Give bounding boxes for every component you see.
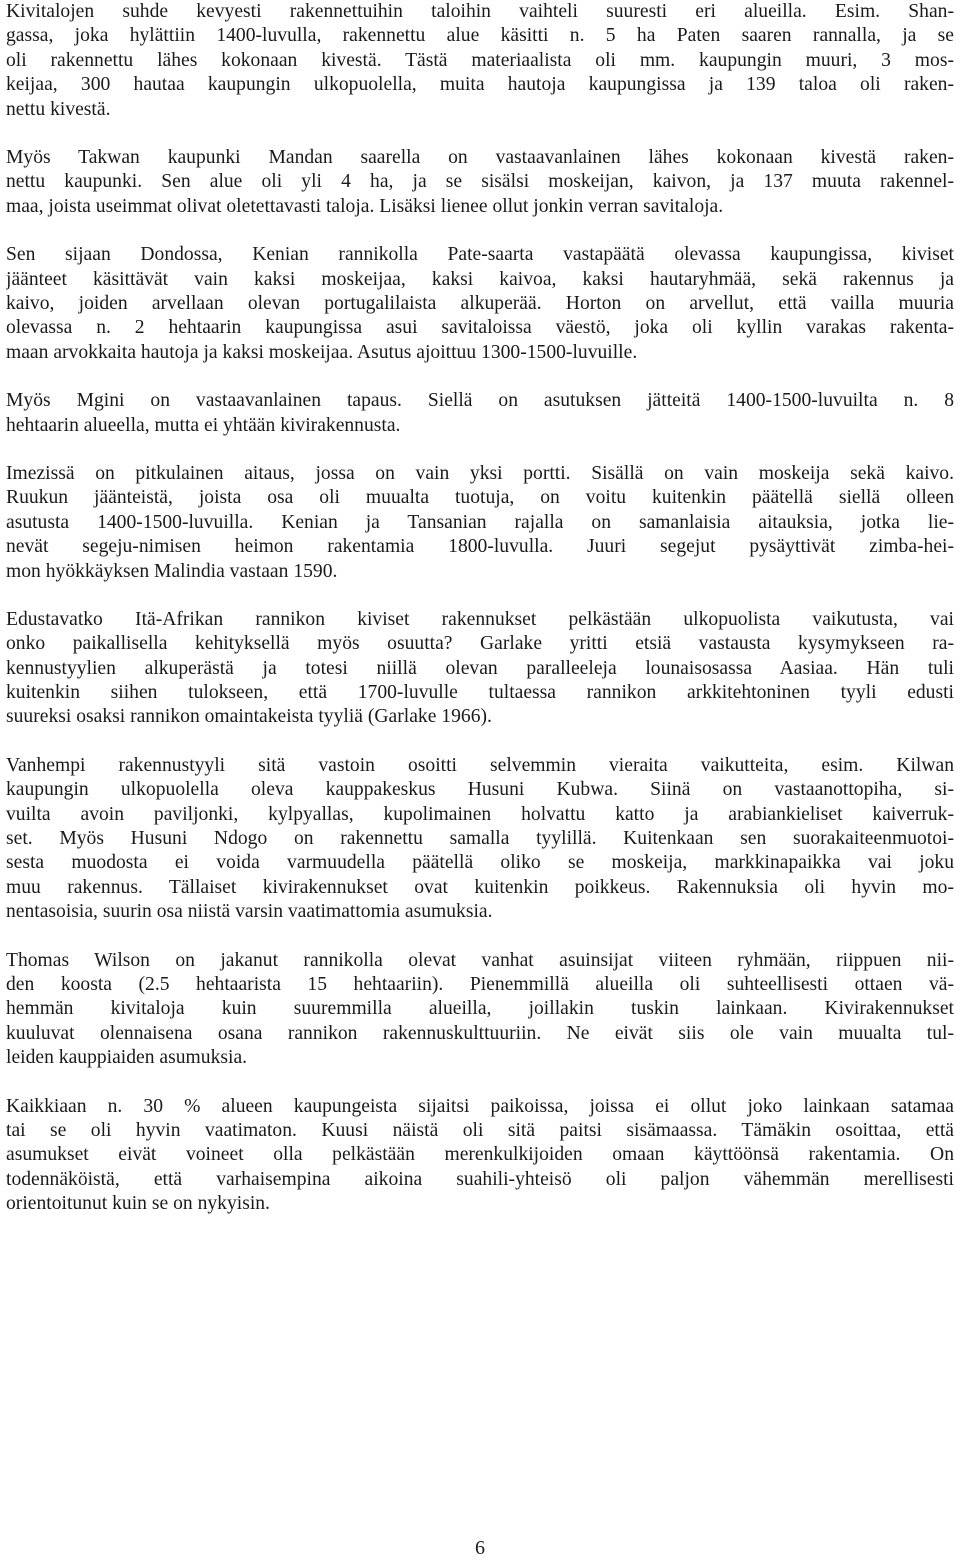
text-line: asutusta 1400-1500-luvuilla. Kenian ja Tansanian rajalla on samanlaisia aitauksia, jotka lie- bbox=[6, 511, 954, 533]
text-line: kaupungin ulkopuolella oleva kauppakeskus Husuni Kubwa. Siinä on vastaanottopiha, si- bbox=[6, 779, 954, 801]
paragraph bbox=[6, 0, 954, 122]
paragraph bbox=[6, 243, 954, 365]
text-line: keijaa, 300 hautaa kaupungin ulkopuolella, muita hautoja kaupungissa ja 139 taloa oli raken- bbox=[6, 74, 954, 96]
text-line: onko paikallisella kehityksellä myös osuutta? Garlake yritti etsiä vastausta kysymykseen ra- bbox=[6, 633, 954, 655]
paragraph bbox=[6, 949, 954, 1071]
text-line: jäänteet käsittävät vain kaksi moskeijaa, kaksi kaivoa, kaksi hautaryhmää, sekä rakennus ja bbox=[6, 268, 954, 290]
text-line: Thomas Wilson on jakanut rannikolla olevat vanhat asuinsijat viiteen ryhmään, riippuen nii- bbox=[6, 949, 954, 971]
text-line: Myös Takwan kaupunki Mandan saarella on vastaavanlainen lähes kokonaan kivestä raken- bbox=[6, 146, 954, 168]
paragraph bbox=[6, 1095, 954, 1217]
text-line: den koosta (2.5 hehtaarista 15 hehtaariin). Pienemmillä alueilla oli suhteellisesti ottaen vä- bbox=[6, 974, 954, 996]
text-line: nettu kaupunki. Sen alue oli yli 4 ha, ja se sisälsi moskeijan, kaivon, ja 137 muuta rakennel- bbox=[6, 171, 954, 193]
text-line: sesta muodosta ei voida varmuudella päätellä oliko se moskeija, markkinapaikka vai joku bbox=[6, 852, 954, 874]
paragraph bbox=[6, 754, 954, 925]
text-line: muu rakennus. Tällaiset kivirakennukset ovat kuitenkin poikkeus. Rakennuksia oli hyvin mo- bbox=[6, 876, 954, 898]
paragraph-gap bbox=[6, 365, 954, 389]
text-line: hemmän kivitaloja kuin suuremmilla alueilla, joillakin tuskin lainkaan. Kivirakennukset bbox=[6, 998, 954, 1020]
text-line: Vanhempi rakennustyyli sitä vastoin osoitti selvemmin vieraita vaikutteita, esim. Kilwan bbox=[6, 754, 954, 776]
text-line: Kivitalojen suhde kevyesti rakennettuihin taloihin vaihteli suuresti eri alueilla. Esim. Shan- bbox=[6, 1, 954, 22]
text-line: hehtaarin alueella, mutta ei yhtään kivirakennusta. bbox=[6, 414, 401, 436]
paragraph-gap bbox=[6, 1071, 954, 1095]
paragraph bbox=[6, 389, 954, 438]
text-line: vuilta avoin paviljonki, kylpyallas, kupolimainen holvattu katto ja arabiankieliset kaiverruk- bbox=[6, 803, 954, 825]
text-line: kennustyylien alkuperästä ja totesi niillä olevan paralleeleja lounaisosassa Aasiaa. Hän tuli bbox=[6, 657, 954, 679]
text-line: set. Myös Husuni Ndogo on rakennettu samalla tyylillä. Kuitenkaan sen suorakaiteenmuotoi- bbox=[6, 828, 954, 850]
text-line: oli rakennettu lähes kokonaan kivestä. Tästä materiaalista oli mm. kaupungin muuri, 3 mos- bbox=[6, 49, 954, 71]
paragraph-gap bbox=[6, 122, 954, 146]
text-line: mon hyökkäyksen Malindia vastaan 1590. bbox=[6, 560, 338, 582]
text-line: Kaikkiaan n. 30 % alueen kaupungeista sijaitsi paikoissa, joissa ei ollut joko lainkaan satamaa bbox=[6, 1095, 954, 1117]
paragraph bbox=[6, 608, 954, 730]
text-line: Imezissä on pitkulainen aitaus, jossa on vain yksi portti. Sisällä on vain moskeija sekä kaivo. bbox=[6, 462, 954, 484]
text-line: kaivo, joiden arvellaan olevan portugalilaista alkuperää. Horton on arvellut, että vailla muuria bbox=[6, 292, 954, 314]
text-line: kuitenkin siihen tulokseen, että 1700-luvulle tultaessa rannikon arkkitehtoninen tyyli edusti bbox=[6, 682, 954, 704]
text-line: nettu kivestä. bbox=[6, 98, 111, 120]
paragraph bbox=[6, 146, 954, 219]
paragraph bbox=[6, 462, 954, 584]
paragraph-gap bbox=[6, 925, 954, 949]
text-line: leiden kauppiaiden asumuksia. bbox=[6, 1047, 248, 1069]
text-line: nentasoisia, suurin osa niistä varsin vaatimattomia asumuksia. bbox=[6, 901, 493, 923]
text-line: kuuluvat olennaisena osana rannikon rakennuskulttuuriin. Ne eivät siis ole vain muualta tul- bbox=[6, 1022, 954, 1044]
paragraph-gap bbox=[6, 584, 954, 608]
text-line: nevät segeju-nimisen heimon rakentamia 1800-luvulla. Juuri segejut pysäyttivät zimba-hei- bbox=[6, 536, 954, 558]
text-line: maa, joista useimmat olivat oletettavasti taloja. Lisäksi lienee ollut jonkin verran savitaloja. bbox=[6, 195, 724, 217]
paragraph-gap bbox=[6, 438, 954, 462]
text-line: tai se oli hyvin vaatimaton. Kuusi näistä oli sitä paitsi sisämaassa. Tämäkin osoittaa, että bbox=[6, 1120, 954, 1141]
page-number: 6 bbox=[475, 1537, 485, 1559]
text-line: asumukset eivät voineet olla pelkästään merenkulkijoiden omaan käyttöönsä rakentamia. On bbox=[6, 1144, 954, 1166]
paragraph-gap bbox=[6, 219, 954, 243]
text-line: suureksi osaksi rannikon omaintakeista tyyliä (Garlake 1966). bbox=[6, 706, 492, 728]
text-line: orientoitunut kuin se on nykyisin. bbox=[6, 1193, 270, 1215]
text-line: Sen sijaan Dondossa, Kenian rannikolla Pate-saarta vastapäätä olevassa kaupungissa, kiviset bbox=[6, 244, 954, 266]
paragraph-gap bbox=[6, 730, 954, 754]
text-line: gassa, joka hylättiin 1400-luvulla, rakennettu alue käsitti n. 5 ha Paten saaren rannalla, ja se bbox=[6, 25, 954, 47]
text-line: todennäköistä, että varhaisempina aikoina suahili-yhteisö oli paljon vähemmän merellisesti bbox=[6, 1168, 954, 1190]
text-line: maan arvokkaita hautoja ja kaksi moskeijaa. Asutus ajoittuu 1300-1500-luvuille. bbox=[6, 341, 638, 363]
text-line: Ruukun jäänteistä, joista osa oli muualta tuotuja, on voitu kuitenkin päätellä siellä olleen bbox=[6, 487, 954, 509]
text-line: Myös Mgini on vastaavanlainen tapaus. Siellä on asutuksen jätteitä 1400-1500-luvuilta n. 8 bbox=[6, 390, 954, 412]
text-line: olevassa n. 2 hehtaarin kaupungissa asui savitaloissa väestö, joka oli kyllin varakas rakenta- bbox=[6, 317, 954, 339]
text-line: Edustavatko Itä-Afrikan rannikon kiviset rakennukset pelkästään ulkopuolista vaikutusta, vai bbox=[6, 608, 954, 630]
text-body bbox=[6, 0, 954, 1217]
